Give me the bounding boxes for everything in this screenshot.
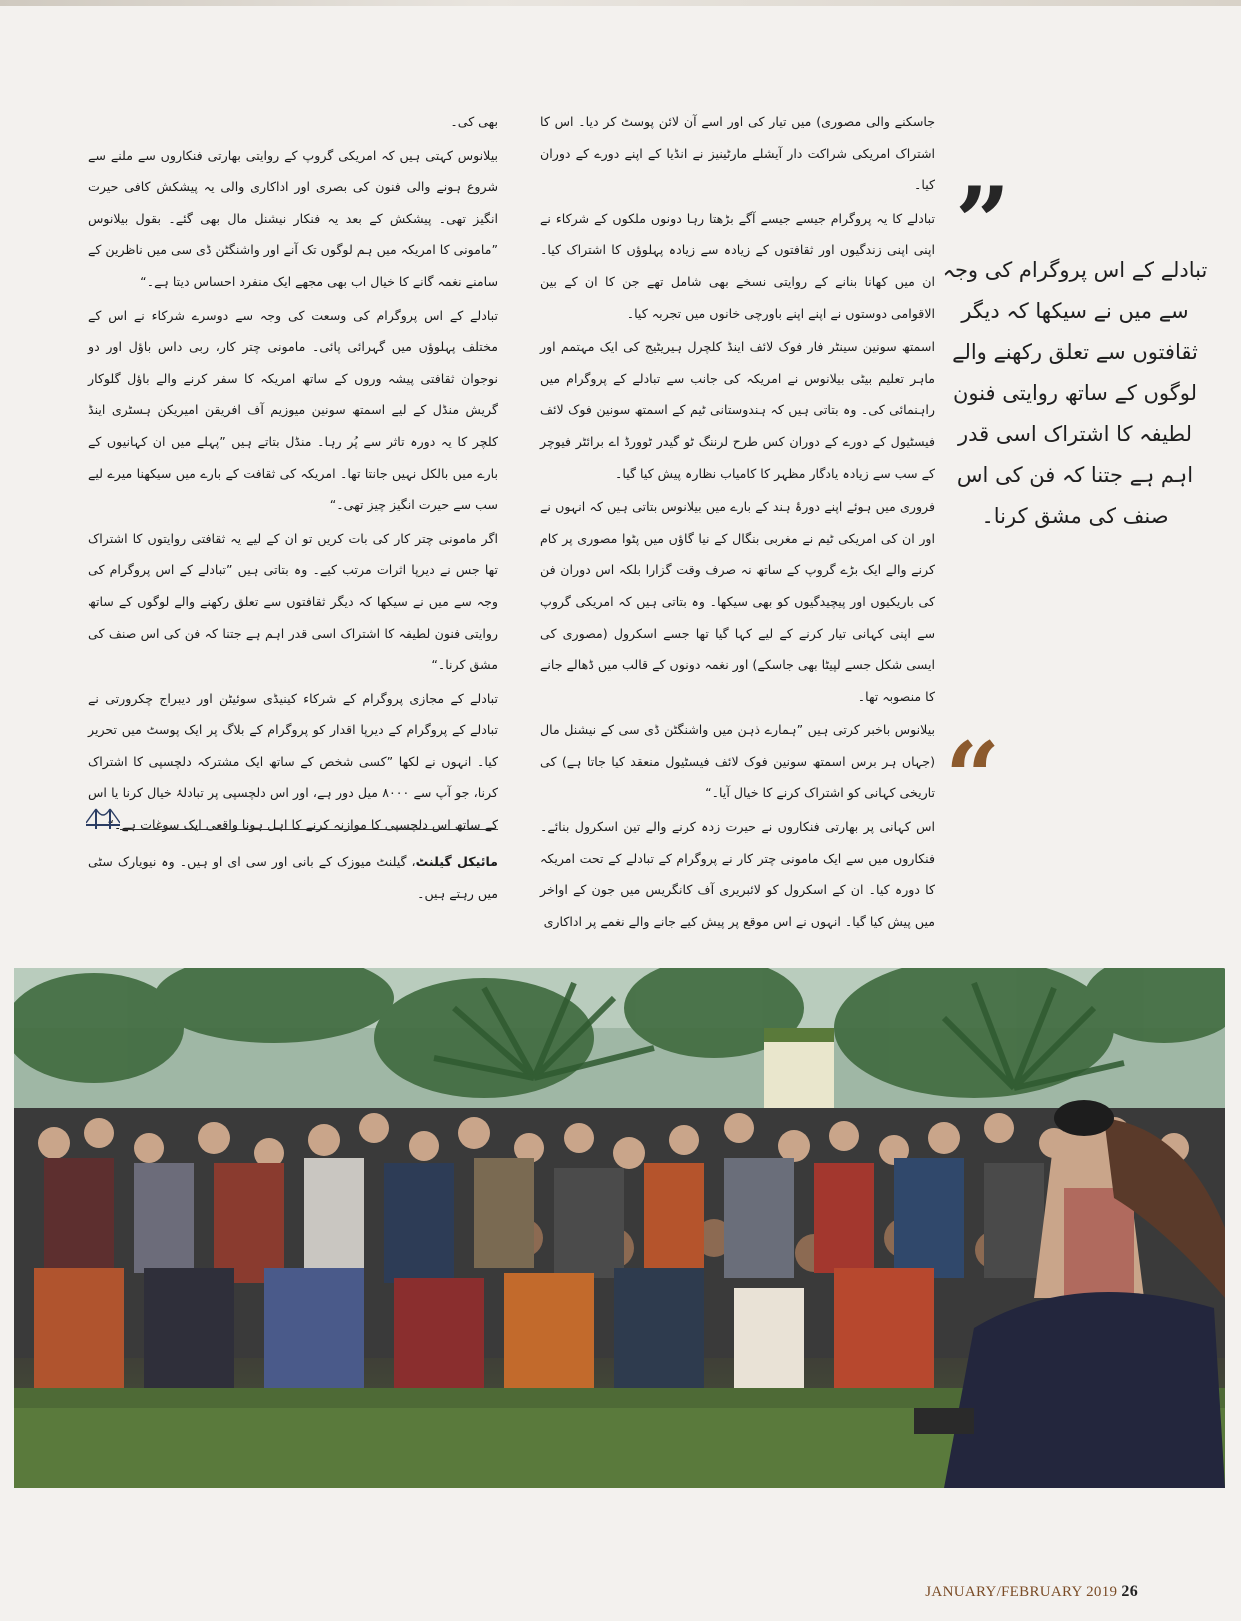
- page-number: 26: [1121, 1583, 1138, 1600]
- paragraph: تبادلے کے اس پروگرام کی وسعت کی وجہ سے دوسرے شرکاء نے اس کے مختلف پہلوؤں میں گہرائی پائی۔ مامونی چتر کار، ربی داس باؤل اور دو نوجوان ثقافتی پیشہ وروں کے ساتھ امریکہ کا سفر کرنے والے باؤل گلوکار گریش منڈل کے لیے اسمتھ سونین میوزیم آف افریقن امیریکن ہسٹری اینڈ کلچر کا یہ دورہ تاثر سے پُر رہا۔ منڈل بتاتے ہیں ”پہلے میں ان کہانیوں کے بارے میں بالکل نہیں جانتا تھا۔ امریکہ کی ثقافت کے بارے میں سیکھنا میرے لیے سب سے حیرت انگیز چیز تھی۔“: [88, 307, 498, 513]
- paragraph: اس کہانی پر بھارتی فنکاروں نے حیرت زدہ کرنے والے تین اسکرول بنائے۔ فنکاروں میں سے ایک مامونی چتر کار نے پروگرام کے تبادلے کے تحت امریکہ کا دورہ کیا۔ ان کے اسکرول کو لائبریری آف کانگریس میں جون کے اواخر میں پیش کیا گیا۔ انہوں نے اس موقع پر پیش کیے جانے والے نغمے پر اداکاری: [540, 819, 935, 929]
- issue-date: JANUARY/FEBRUARY 2019: [925, 1584, 1118, 1600]
- paragraph: جاسکنے والی مصوری) میں تیار کی اور اسے آن لائن پوسٹ کر دیا۔ اس کا اشتراک امریکی شراکت دار آیشلے مارٹینیز نے انڈیا کے اپنے دورے کے دوران کیا۔: [540, 114, 935, 193]
- bio-divider: [120, 829, 498, 830]
- paragraph: تبادلے کا یہ پروگرام جیسے جیسے آگے بڑھتا رہا دونوں ملکوں کے شرکاء نے اپنی اپنی زندگیوں اور ثقافتوں کے زیادہ سے زیادہ پہلوؤں کا اشتراک کیا۔ ان میں کھانا بنانے کے روایتی نسخے بھی شامل تھے جن کا ان کے بین الاقوامی دوستوں نے اپنے اپنے باورچی خانوں میں تجربہ کیا۔: [540, 210, 935, 321]
- author-description: ، گیلنٹ میوزک کے بانی اور سی ای او ہیں۔ وہ نیویارک سٹی میں رہتے ہیں۔: [88, 854, 498, 901]
- paragraph: تبادلے کے مجازی پروگرام کے شرکاء کینیڈی سوئیٹن اور دیبراج چکرورتی نے تبادلے کے پروگرام کے دیرپا اقدار کو پروگرام کے بلاگ پر ایک پوسٹ میں تحریر کیا۔ انہوں نے لکھا ”کسی شخص کے ساتھ ایک مشترکہ دلچسپی کا اشتراک کرنا، جو آپ سے ۸۰۰۰ میل دور ہے، اور اس دلچسپی پر تبادلۂ خیال کرنا یا اس کے ساتھ اس دلچسپی کا موازنہ کرنے کا اہل ہونا واقعی ایک سوغات ہے۔“: [88, 690, 498, 833]
- paragraph: بیلانوس باخبر کرتی ہیں ”ہمارے ذہن میں واشنگٹن ڈی سی کے نیشنل مال (جہاں ہر برس اسمتھ سونین فوک لائف فیسٹیول منعقد کیا جاتا ہے) کی تاریخی کہانی کو اشتراک کرنے کا خیال آیا۔“: [540, 722, 935, 801]
- pull-quote: تبادلے کے اس پروگرام کی وجہ سے میں نے سیکھا کہ دیگر ثقافتوں سے تعلق رکھنے والے لوگوں کے ساتھ روایتی فنون لطیفہ کا اشتراک اسی قدر اہم ہے جتنا کہ فن کی اس صنف کی مشق کرنا۔: [942, 258, 1208, 528]
- paragraph: اگر مامونی چتر کار کی بات کریں تو ان کے لیے یہ ثقافتی روایتوں کا اشتراک تھا جس نے دیرپا اثرات مرتب کیے۔ وہ بتاتی ہیں ”تبادلے کے اس پروگرام کی وجہ سے میں نے سیکھا کہ دیگر ثقافتوں سے تعلق رکھنے والے لوگوں کے ساتھ روایتی فنون لطیفہ کا اشتراک اسی قدر اہم ہے جتنا کہ فن کی اس صنف کی مشق کرنا۔“: [88, 530, 498, 673]
- event-photo: [14, 968, 1225, 1488]
- article-column-left: [88, 106, 498, 843]
- page-top-edge: [0, 0, 1241, 6]
- bridge-icon: [86, 805, 120, 831]
- paragraph: بیلانوس کہتی ہیں کہ امریکی گروپ کے روایتی بھارتی فنکاروں سے ملنے سے شروع ہونے والی فنون کی بصری اور اداکاری والی یہ پیشکش کافی حیرت انگیز تھی۔ پیشکش کے بعد یہ فنکار نیشنل مال بھی گئے۔ بقول بیلانوس ”مامونی کا امریکہ میں ہم لوگوں تک آنے اور واشنگٹن ڈی سی میں ناظرین کے سامنے نغمہ گانے کا خیال اب بھی مجھے ایک منفرد احساس دیتا ہے۔“: [88, 147, 498, 289]
- paragraph: بھی کی۔: [450, 114, 498, 129]
- closing-quote-mark: ”: [955, 166, 1011, 279]
- paragraph: اسمتھ سونین سینٹر فار فوک لائف اینڈ کلچرل ہیریٹیج کی ایک مہتمم اور ماہر تعلیم بیٹی بیلانوس نے امریکہ کی جانب سے تبادلے کے پروگرام میں راہنمائی کی۔ وہ بتاتی ہیں کہ ہندوستانی ٹیم کے اسمتھ سونین فوک لائف فیسٹیول کے دورے کے دوران کس طرح لرننگ ٹو گیدر ٹوورڈ اے برائٹر فیوچر کے سب سے زیادہ یادگار مظہر کا کامیاب نظارہ پیش کیا گیا۔: [540, 339, 935, 481]
- author-bio: [88, 846, 498, 909]
- article-column-right: [540, 106, 935, 939]
- opening-quote-mark: “: [945, 721, 1001, 834]
- page-footer: [925, 1583, 1138, 1601]
- author-name: مائیکل گیلنٹ: [415, 854, 498, 869]
- photo-illustration: [14, 968, 1225, 1488]
- paragraph: فروری میں ہوئے اپنے دورۂ ہند کے بارے میں بیلانوس بتاتی ہیں کہ انہوں نے اور ان کی امریکی ٹیم نے مغربی بنگال کے نیا گاؤں میں پٹوا مصوری پر کام کرنے والے ایک بڑے گروپ کے ساتھ نہ صرف وقت گزارا بلکہ اس دوران فن کی باریکیوں اور پیچیدگیوں کو بھی سیکھا۔ وہ بتاتی ہیں کہ امریکی گروپ سے اپنی کہانی تیار کرنے کے لیے کہا گیا تھا جسے اسکرول (مصوری کی ایسی شکل جسے لپیٹا بھی جاسکے) اور نغمہ دونوں کے قالب میں ڈھالے جانے کا منصوبہ تھا۔: [540, 499, 935, 704]
